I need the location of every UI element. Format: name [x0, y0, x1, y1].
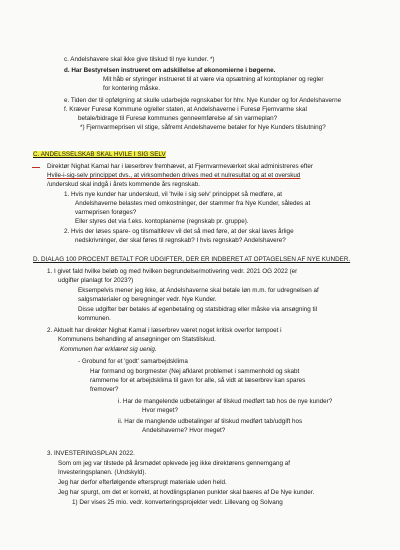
section-c-heading: C. ANDELSSELSKAB SKAL HVILE I SIG SELV: [33, 151, 166, 158]
bullet-para-2: rammerne for et arbejdsklima til gavn for alle, så vidt at læserbrev kan spares: [90, 377, 306, 384]
section-c-item-1-cont-3: Eller styres det via f.eks. kontoplanerne (regnskab pr. gruppe).: [75, 218, 249, 225]
bullet-para-3: fremover?: [90, 386, 119, 393]
line-d-cont-2: for kontering måske.: [103, 85, 161, 92]
line-f-cont: betale/bidrage til Furesø kommunes genneemførelse af sin varmeplan?: [78, 115, 278, 122]
line-c: c. Andelshavere skal ikke give tilskud til nye kunder. *): [64, 56, 215, 63]
section-d-para-4: kommunen.: [78, 315, 111, 322]
section-c-para-1: Direktør Nighat Kamal har i læserbrev fremhævet, at Fjernvarmeværket skal administreres efter: [47, 163, 313, 170]
footnote: *) Fjernvarmeprisen vil stige, såfremt Andelshaverne betaler for Nye Kunders tilslutning?: [80, 124, 326, 131]
section-d-note: Kommunen har erklæret sig uenig.: [60, 346, 157, 353]
red-underline-mark: [32, 160, 40, 168]
section-3-para-1: Som om jeg var tilstede på årsmødet oplevede jeg ikke direktørens gennemgang af: [58, 460, 291, 467]
section-c-item-2: 2. Hvis der løses spare- og tilsmaltikrev vil det så med føre, at der skal laves årlige: [64, 228, 294, 235]
bullet-para-1: Har formand og borgmester (Nej afklaret problemet i sammenhold og skabt: [90, 368, 300, 375]
section-3-item-1: 1) Der vises 25 mio. vedr. konverteringsprojekter vedr. Lillevang og Solvang: [72, 499, 283, 506]
section-d-para-3: Disse udgifter bør betales af egenbetaling og statsbidrag eller måske via ansøgning til: [78, 306, 318, 313]
bullet-heading: - Grobund for et 'godt' samarbejdsklima: [78, 358, 188, 365]
section-c-item-1-cont-2: varmeprisen forøges?: [75, 209, 137, 216]
section-d-item-1: 1. I givet fald hvilke beløb og med hvilken begrundelse/motivering vedr. 2021 OG 2022 (er: [47, 268, 298, 275]
section-d-item-2: 2. Aktuelt har direktør Nighat Kamal i læserbrev været noget kritisk overfor tempoet i: [47, 327, 282, 334]
section-c-item-1-cont-1: Andelshaverne belastes med omkostninger, der stammer fra Nye Kunder, således at: [75, 200, 311, 207]
line-d-cont-1: Mit håb er styringer instrueret til at være via opsætning af kontoplaner og regler: [103, 76, 324, 83]
section-c-item-2-cont: nedskrivninger, der skal føres til regnskab? I hvis regnskab? Andelshavere?: [75, 237, 286, 244]
section-3-para-4: Jeg har spurgt, om det er korrekt, at hovdlingsplanen punkter skal baeres af De Nye kunder.: [58, 489, 315, 496]
section-3-para-3: Jeg har derfor efterfølgende eftersprugt materiale uden held.: [58, 479, 227, 486]
section-d-para-2: salgsmaterialer og beregninger vedr. Nye Kunder.: [78, 296, 217, 303]
section-d-heading: D. DIALAG 100 PROCENT BETALT FOR UDGIFTER, DER ER INDBERET AT OPTAGELSEN AF NYE KUNDER.: [33, 256, 351, 263]
section-c-item-1: 1. Hvis nye kunder har underskud, vil 'hvile i sig selv' princippet så medføre, at: [64, 191, 282, 198]
section-3-heading: 3. INVESTERINGSPLAN 2022.: [47, 450, 135, 457]
section-d-para-1: Eksempelvis mener jeg ikke, at Andelshaverne skal betale løn m.m. for udregnelsen af: [78, 287, 319, 294]
section-c-para-3: /underskud skal indgå i årets kommende års regnskab.: [47, 181, 200, 188]
section-d-item-2-cont: Kommunens behandling af ansøgninger om Statstilskud.: [58, 336, 216, 343]
line-e: e. Tiden der til opfølgning at skulle udarbejde regnskaber for hhv. Nye Kunder og for Andelshaverne: [64, 97, 342, 104]
roman-i: i. Har de mangelende udbetalinger af tilskud medført tab hos de nye kunder?: [118, 398, 333, 405]
roman-ii-cont: Andelshaverne? Hvor meget?: [142, 427, 226, 434]
section-c-para-2: Hvile-i-sig-selv princippet dvs., at virksomheden drives med et nulresultat og at et overskud: [47, 172, 301, 179]
roman-ii: ii. Har de manglende udbetalinger af tilskud medført tab/udgift hos: [118, 418, 303, 425]
roman-i-cont: Hvor meget?: [142, 407, 179, 414]
section-d-item-1-cont: udgifter planlagt for 2023?): [58, 277, 134, 284]
section-3-para-2: Investeringsplanen. (Undskyld).: [58, 469, 147, 476]
line-f: f. Kræver Furesø Kommune og/eller staten, at Andelshaverne i Furesø Fjernvarme skal: [64, 106, 307, 113]
line-d: d. Har Bestyrelsen instrueret om adskillelse af økonomierne i bøgerne.: [64, 67, 276, 74]
